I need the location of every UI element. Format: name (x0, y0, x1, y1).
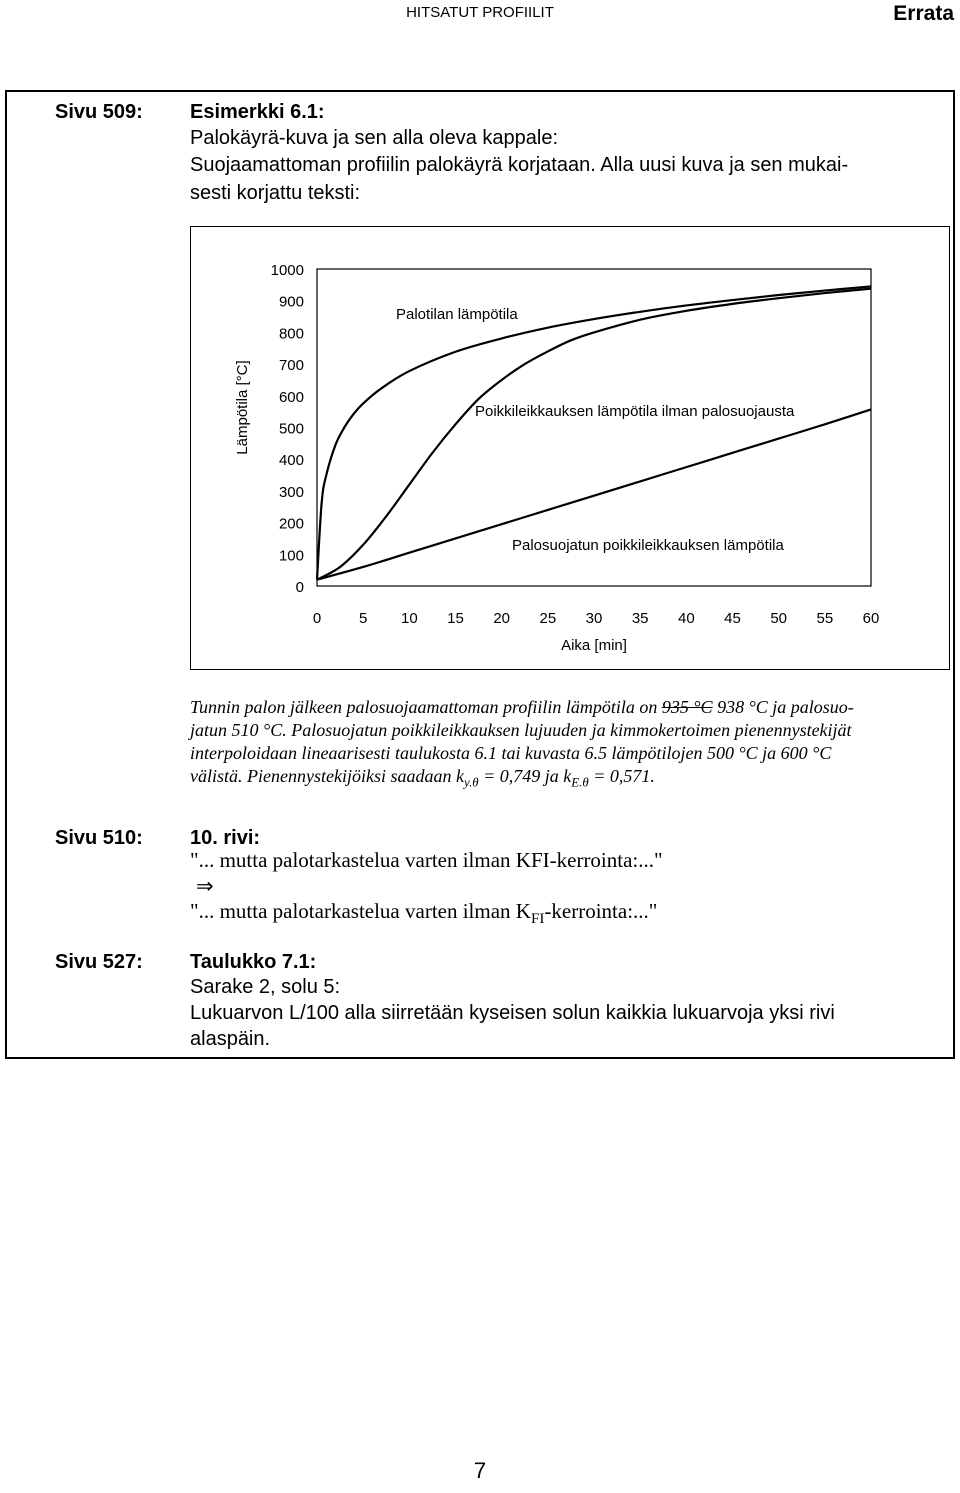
running-header-title: HITSATUT PROFIILIT (406, 4, 554, 21)
entry-text-line: Sarake 2, solu 5: (190, 976, 341, 998)
chart-caption-line-2: jatun 510 °C. Palosuojatun poikkileikkauksen lujuuden ja kimmokertoimen pienennystekijät (190, 720, 852, 740)
y-tick-label: 1000 (270, 262, 304, 279)
x-tick-label: 60 (862, 610, 880, 627)
x-tick-label: 20 (493, 610, 511, 627)
x-tick-label: 55 (816, 610, 834, 627)
y-tick-label: 600 (278, 388, 304, 406)
x-tick-label: 25 (539, 610, 557, 627)
temperature-chart (190, 226, 950, 670)
chart-annotations (396, 306, 795, 554)
entry-heading-510: 10. rivi: (190, 827, 261, 849)
x-tick-label: 45 (724, 610, 741, 627)
page-label-527: Sivu 527: (55, 951, 143, 973)
chart-caption-line-4: välistä. Pienennystekijöiksi saadaan $k_{y.\theta} = 0,749$ ja $k_{E.\theta} = 0,571$. (190, 766, 655, 790)
y-tick-label: 200 (278, 515, 304, 533)
y-tick-label: 300 (278, 483, 304, 501)
y-tick-labels (271, 262, 304, 596)
y-tick-label: 400 (278, 452, 304, 470)
entry-text-line: Palokäyrä-kuva ja sen alla oleva kappale: (190, 127, 558, 149)
page-label-509: Sivu 509: (55, 101, 143, 123)
x-tick-label: 30 (585, 610, 603, 627)
x-tick-label: 35 (631, 610, 649, 627)
new-text: "... mutta palotarkastelua varten ilman $K_{FI}$-kerrointa:..." (190, 899, 658, 928)
series-label: Palotilan lämpötila (396, 306, 518, 323)
y-tick-label: 800 (278, 325, 304, 343)
x-tick-label: 15 (447, 610, 464, 627)
running-header-section: Errata (893, 2, 954, 25)
y-tick-label: 700 (278, 357, 304, 375)
y-tick-label: 500 (278, 420, 304, 438)
x-tick-label: 0 (312, 610, 322, 627)
page-number: 7 (473, 1458, 487, 1483)
y-tick-label: 0 (295, 579, 304, 596)
y-axis-label: Lämpötila [°C] (234, 360, 251, 455)
chart-caption-line-1: Tunnin palon jälkeen palosuojaamattoman profiilin lämpötila on 935 °C 938 °C ja palosuo- (190, 697, 854, 717)
y-tick-label: 100 (278, 547, 304, 565)
series-label: Poikkileikkauksen lämpötila ilman palosuojausta (475, 403, 795, 420)
entry-heading-509: Esimerkki 6.1: (190, 101, 325, 123)
entry-text-line: sesti korjattu teksti: (190, 182, 361, 204)
series-line-protected-section (317, 409, 871, 579)
x-tick-labels (313, 610, 880, 627)
implies-arrow-icon: ⇒ (196, 874, 214, 898)
entry-text-line: Lukuarvon L/100 alla siirretään kyseisen solun kaikkia lukuarvoja yksi rivi (190, 1002, 835, 1024)
chart-caption-line-3: interpoloidaan lineaarisesti taulukosta 6.1 tai kuvasta 6.5 lämpötilojen 500 °C ja 600 °C (190, 743, 832, 763)
x-axis-label: Aika [min] (561, 637, 627, 654)
entry-text-line: Suojaamattoman profiilin palokäyrä korjataan. Alla uusi kuva ja sen mukai- (190, 154, 849, 176)
x-tick-label: 5 (358, 610, 368, 627)
y-tick-label: 900 (278, 293, 304, 311)
x-tick-label: 50 (770, 610, 788, 627)
x-tick-label: 10 (400, 610, 418, 627)
series-line-unprotected-section (317, 289, 871, 580)
page-label-510: Sivu 510: (55, 827, 143, 849)
series-line-fire-temperature (317, 286, 871, 579)
old-text: "... mutta palotarkastelua varten ilman KFI-kerrointa:..." (190, 848, 663, 872)
entry-heading-527: Taulukko 7.1: (190, 951, 317, 973)
entry-text-line: alaspäin. (190, 1028, 271, 1050)
x-tick-label: 40 (677, 610, 695, 627)
struck-old-value: 935 °C (661, 697, 713, 717)
series-label: Palosuojatun poikkileikkauksen lämpötila (512, 537, 784, 554)
chart-series (317, 286, 871, 579)
